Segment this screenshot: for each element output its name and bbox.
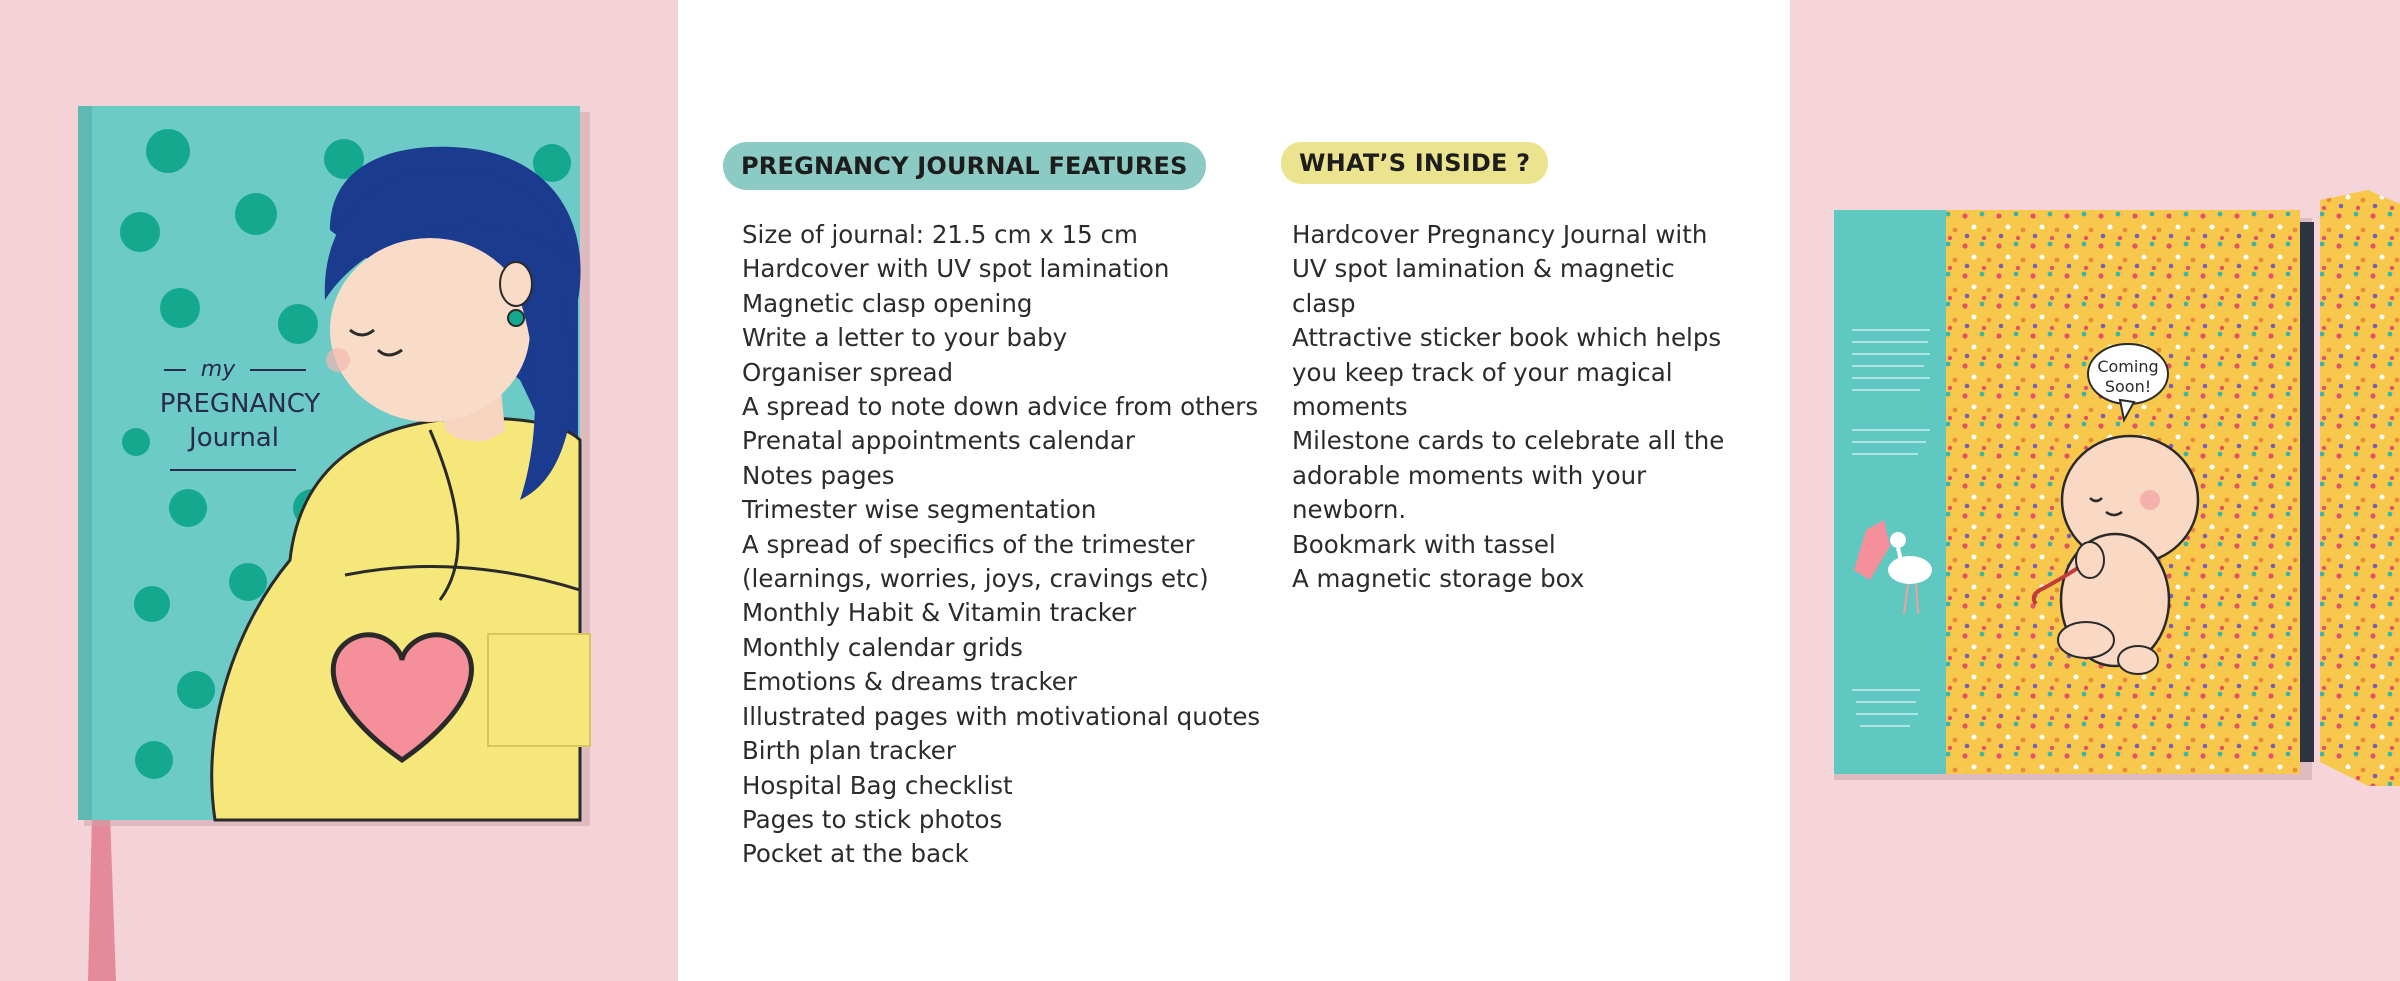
list-item: Monthly calendar grids xyxy=(742,632,1023,662)
list-item: (learnings, worries, joys, cravings etc) xyxy=(742,564,1209,594)
list-item: Prenatal appointments calendar xyxy=(742,426,1135,456)
list-item: Pocket at the back xyxy=(742,839,969,869)
list-item: Write a letter to your baby xyxy=(742,323,1068,353)
cover-title-line-1: my xyxy=(200,357,236,382)
journal-cover-illustration xyxy=(0,0,678,981)
box-flap xyxy=(2320,190,2400,786)
features-heading: PREGNANCY JOURNAL FEATURES xyxy=(723,142,1206,190)
list-item: Size of journal: 21.5 cm x 15 cm xyxy=(742,220,1138,249)
storage-box-image xyxy=(1790,0,2400,981)
list-item: A spread of specifics of the trimester xyxy=(742,529,1195,559)
list-item: A magnetic storage box xyxy=(1292,564,1585,594)
list-item: Organiser spread xyxy=(742,357,954,387)
list-item: A spread to note down advice from others xyxy=(742,392,1259,422)
journal-cover-image xyxy=(0,0,678,981)
magnetic-clasp xyxy=(488,634,590,746)
list-item: Notes pages xyxy=(742,460,895,490)
list-item: newborn. xyxy=(1292,495,1407,525)
list-item: moments xyxy=(1292,392,1408,422)
cover-title-line-2: PREGNANCY xyxy=(159,389,321,419)
woman-face xyxy=(330,238,530,422)
list-item: Trimester wise segmentation xyxy=(742,495,1097,525)
list-item: Emotions & dreams tracker xyxy=(742,667,1077,697)
inside-heading: WHAT’S INSIDE ? xyxy=(1281,142,1548,184)
speech-line-2: Soon! xyxy=(2104,377,2152,396)
list-item: Milestone cards to celebrate all the xyxy=(1292,426,1725,456)
inside-list xyxy=(1292,218,1724,596)
bookmark-ribbon xyxy=(88,815,116,981)
list-item: UV spot lamination & magnetic xyxy=(1292,254,1675,284)
list-item: Hospital Bag checklist xyxy=(742,770,1013,800)
speech-line-1: Coming xyxy=(2097,357,2159,376)
cover-title-line-3: Journal xyxy=(189,423,279,453)
list-item: Hardcover with UV spot lamination xyxy=(742,254,1170,284)
list-item: Magnetic clasp opening xyxy=(742,288,1033,318)
list-item: clasp xyxy=(1292,288,1356,318)
list-item: adorable moments with your xyxy=(1292,460,1647,490)
list-item: Attractive sticker book which helps xyxy=(1292,323,1722,353)
list-item: Monthly Habit & Vitamin tracker xyxy=(742,598,1137,628)
list-item: Hardcover Pregnancy Journal with xyxy=(1292,220,1708,249)
list-item: Bookmark with tassel xyxy=(1292,529,1556,559)
list-item: Pages to stick photos xyxy=(742,804,1003,834)
list-item: Illustrated pages with motivational quotes xyxy=(742,701,1261,731)
product-details xyxy=(678,0,1790,981)
storage-box-illustration xyxy=(1790,0,2400,981)
list-item: Birth plan tracker xyxy=(742,736,956,766)
list-item: you keep track of your magical xyxy=(1292,357,1673,387)
features-list xyxy=(742,218,1260,872)
